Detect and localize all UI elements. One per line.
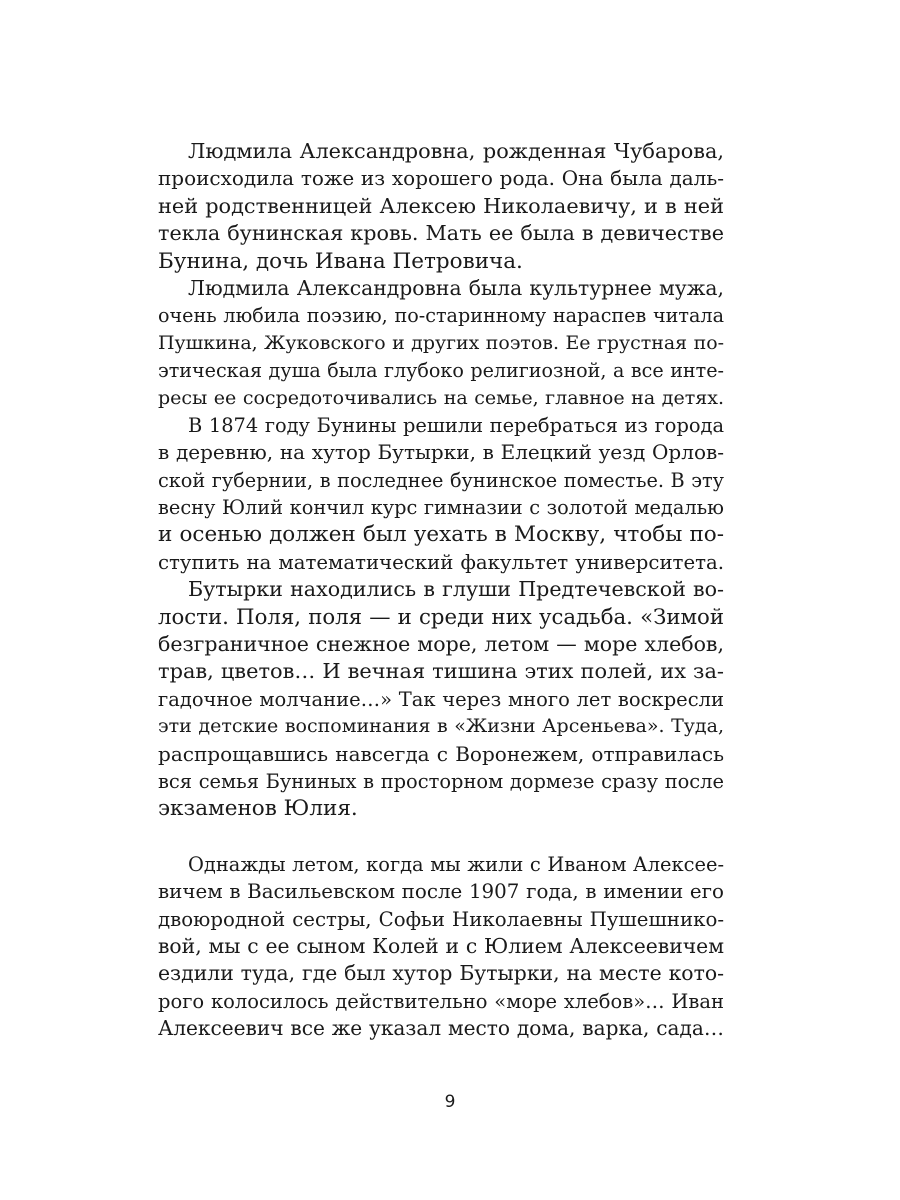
text-line: трав, цветов… И вечная тишина этих полей, их за-: [158, 659, 724, 684]
text-line: в деревню, на хутор Бутырки, в Елецкий уезд Орлов-: [158, 440, 724, 465]
page-number: 9: [444, 1092, 456, 1112]
text-line: ступить на математический факультет университета.: [158, 550, 724, 574]
text-line: и осенью должен был уехать в Москву, чтобы по-: [158, 522, 724, 548]
text-line: ездили туда, где был хутор Бутырки, на месте кото-: [158, 961, 724, 986]
text-line: очень любила поэзию, по-старинному нараспев читала: [158, 304, 724, 328]
section-break: [158, 823, 724, 851]
text-line: безграничное снежное море, летом — море хлебов,: [158, 632, 724, 657]
text-line: лости. Поля, поля — и среди них усадьба. «Зимой: [158, 604, 724, 630]
text-line: Людмила Александровна была культурнее мужа,: [188, 275, 724, 300]
text-line: рого колосилось действительно «море хлебов»… Иван: [158, 989, 724, 1013]
text-line: Однажды летом, когда мы жили с Иваном Алексее-: [188, 852, 724, 876]
body-text: [158, 138, 724, 1043]
text-line: Людмила Александровна, рожденная Чубарова,: [188, 139, 724, 163]
text-line: Пушкина, Жуковского и других поэтов. Ее грустная по-: [158, 331, 724, 354]
text-line: Алексеевич все же указал место дома, варка, сада…: [158, 1016, 724, 1041]
text-line: вся семья Буниных в просторном дормезе сразу после: [158, 769, 724, 793]
text-line: ской губернии, в последнее бунинское поместье. В эту: [158, 468, 724, 492]
text-line: Бутырки находились в глуши Предтечевской во-: [188, 577, 724, 602]
text-line: Бунина, дочь Ивана Петровича.: [158, 248, 523, 274]
text-line: вой, мы с ее сыном Колей и с Юлием Алексеевичем: [158, 933, 724, 958]
text-line: двоюродной сестры, Софьи Николаевны Пушешнико-: [158, 907, 724, 931]
text-line: эти детские воспоминания в «Жизни Арсеньева». Туда,: [158, 715, 724, 738]
text-line: распрощавшись навсегда с Воронежем, отправилась: [158, 741, 724, 766]
text-line: текла бунинская кровь. Мать ее была в девичестве: [158, 221, 724, 246]
text-line: ресы ее сосредоточивались на семье, главное на детях.: [158, 386, 724, 409]
text-line: весну Юлий кончил курс гимназии с золотой медалью: [158, 496, 724, 520]
text-line: вичем в Васильевском после 1907 года, в имении его: [158, 880, 724, 904]
text-line: этическая душа была глубоко религиозной, а все инте-: [158, 359, 724, 383]
text-line: В 1874 году Бунины решили перебраться из города: [188, 413, 724, 437]
text-line: происходила тоже из хорошего рода. Она была даль-: [158, 166, 724, 191]
text-line: экзаменов Юлия.: [158, 796, 358, 822]
text-line: гадочное молчание…» Так через много лет воскресли: [158, 687, 724, 711]
text-line: ней родственницей Алексею Николаевичу, и в ней: [158, 193, 724, 218]
